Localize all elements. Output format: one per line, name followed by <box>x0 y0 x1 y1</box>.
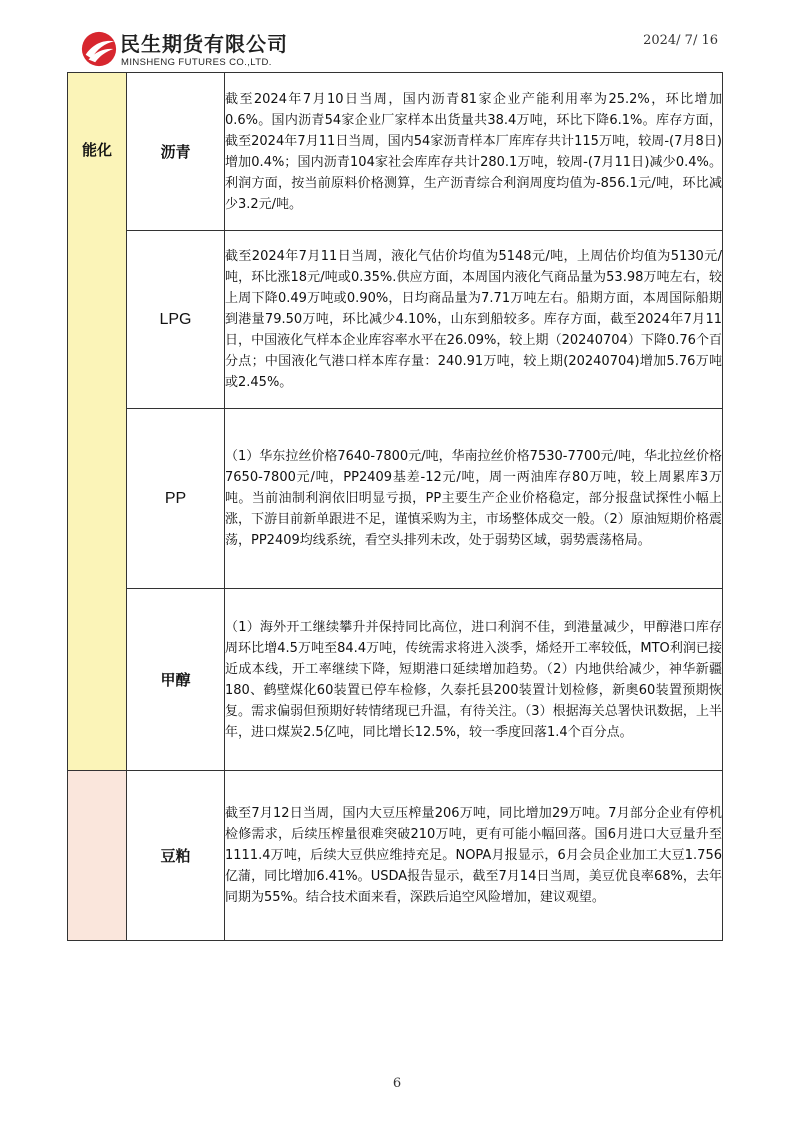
product-cell: 豆粕 <box>127 771 225 941</box>
sector-label: 能化 <box>81 141 112 159</box>
page-number: 6 <box>392 1076 402 1091</box>
product-cell: PP <box>127 409 225 589</box>
table-row <box>68 589 723 771</box>
sector-cell-energy <box>68 73 127 771</box>
company-name-en: MINSHENG FUTURES CO.,LTD. <box>121 57 272 68</box>
page-header <box>0 0 794 72</box>
company-name-cn: 民生期货有限公司 <box>120 32 288 56</box>
report-date: 2024/ 7/ 16 <box>643 33 718 48</box>
minsheng-logo-icon <box>80 30 118 68</box>
product-cell: 甲醇 <box>127 589 225 771</box>
table-row <box>68 73 723 231</box>
commentary-cell: 截至7月12日当周，国内大豆压榨量206万吨，同比增加29万吨。7月部分企业有停机检修需求，后续压榨量很难突破210万吨，更有可能小幅回落。国6月进口大豆量升至1111.4万吨，后续大豆供应维持充足。NOPA月报显示，6月会员企业加工大豆1.756亿蒲，同比增加6.41%。USDA报告显示，截至7月14日当周，美豆优良率68%，去年同期为55%。结合技术面来看，深跌后追空风险增加，建议观望。 <box>225 771 723 941</box>
commodity-table <box>67 72 723 941</box>
commentary-cell: （1）海外开工继续攀升并保持同比高位，进口利润不佳，到港量减少，甲醇港口库存周环比增4.5万吨至84.4万吨，传统需求将进入淡季，烯烃开工率较低，MTO利润已接近成本线，开工率继续下降，短期港口延续增加趋势。（2）内地供给减少，神华新疆180、鹤壁煤化60装置已停车检修，久泰托县200装置计划检修，新奥60装置预期恢复。需求偏弱但预期好转情绪现已升温，有待关注。（3）根据海关总署快讯数据，上半年，进口煤炭2.5亿吨，同比增长12.5%，较一季度回落1.4个百分点。 <box>225 589 723 771</box>
table-row <box>68 771 723 941</box>
commentary-cell: （1）华东拉丝价格7640-7800元/吨，华南拉丝价格7530-7700元/吨，华北拉丝价格7650-7800元/吨，PP2409基差-12元/吨，周一两油库存80万吨，较上周累库3万吨。当前油制利润依旧明显亏损，PP主要生产企业价格稳定，部分报盘试探性小幅上涨，下游目前新单跟进不足，谨慎采购为主，市场整体成交一般。（2）原油短期价格震荡，PP2409均线系统，看空头排列未改，处于弱势区域，弱势震荡格局。 <box>225 409 723 589</box>
commentary-cell: 截至2024年7月11日当周，液化气估价均值为5148元/吨，上周估价均值为5130元/吨，环比涨18元/吨或0.35%.供应方面，本周国内液化气商品量为53.98万吨左右，较上周下降0.49万吨或0.90%，日均商品量为7.71万吨左右。船期方面，本周国际船期到港量79.50万吨，环比减少4.10%，山东到船较多。库存方面，截至2024年7月11日，中国液化气样本企业库容率水平在26.09%，较上期（20240704）下降0.76个百分点；中国液化气港口样本库存量：240.91万吨，较上期(20240704)增加5.76万吨或2.45%。 <box>225 231 723 409</box>
sector-cell-agri <box>68 771 127 941</box>
table-row <box>68 231 723 409</box>
product-cell: LPG <box>127 231 225 409</box>
product-cell: 沥青 <box>127 73 225 231</box>
commentary-cell: 截至2024年7月10日当周，国内沥青81家企业产能利用率为25.2%，环比增加0.6%。国内沥青54家企业厂家样本出货量共38.4万吨，环比下降6.1%。库存方面，截至2024年7月11日当周，国内54家沥青样本厂库库存共计115万吨，较周-(7月8日)增加0.4%；国内沥青104家社会库库存共计280.1万吨，较周-(7月11日)减少0.4%。利润方面，按当前原料价格测算，生产沥青综合利润周度均值为-856.1元/吨，环比减少3.2元/吨。 <box>225 73 723 231</box>
table-row <box>68 409 723 589</box>
